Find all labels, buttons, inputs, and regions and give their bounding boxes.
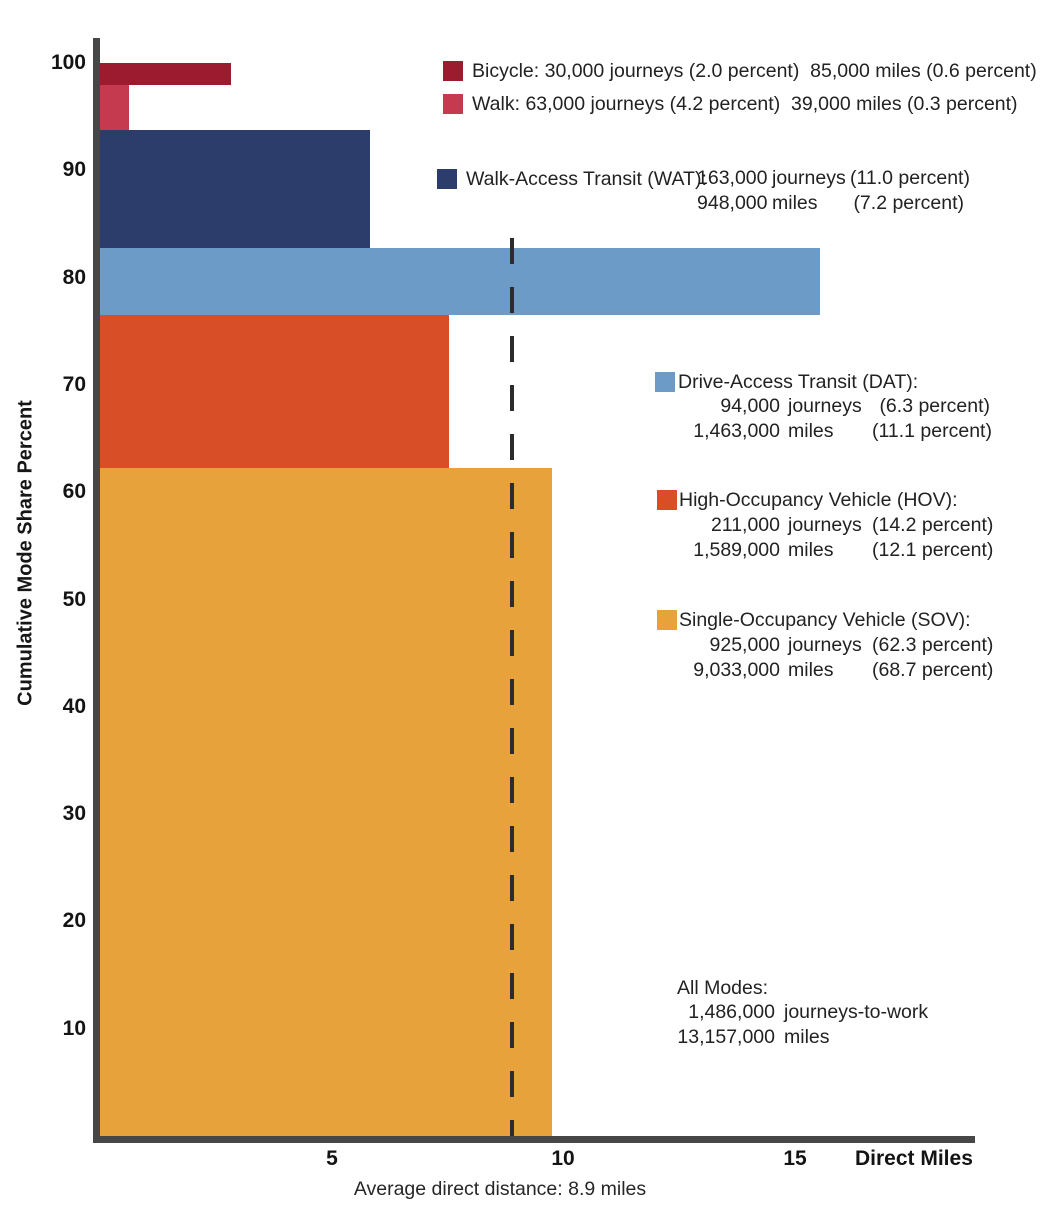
sov-miles-unit: miles: [788, 659, 834, 681]
wat-miles-count: 948,000: [697, 192, 768, 214]
y-tick-70: 70: [62, 373, 86, 396]
legend-wat-title: Walk-Access Transit (WAT):: [466, 168, 707, 190]
dat-journeys-unit: journeys: [788, 395, 862, 417]
bar-sov: [100, 468, 552, 1137]
bar-hov: [100, 315, 449, 467]
legend-hov-title: High-Occupancy Vehicle (HOV):: [679, 489, 958, 511]
legend-hov-journeys-line: [672, 513, 994, 538]
x-tick-15: 15: [783, 1147, 807, 1170]
all-modes-journeys-unit: journeys-to-work: [784, 1001, 929, 1023]
wat-journeys-count: 163,000: [697, 167, 768, 189]
legend-sov-journeys-line: [672, 633, 994, 658]
y-tick-20: 20: [62, 909, 86, 932]
y-tick-40: 40: [62, 695, 86, 718]
y-tick-60: 60: [62, 480, 86, 503]
legend-wat-journeys-line: [697, 166, 970, 191]
x-axis-line: [93, 1136, 975, 1143]
sov-journeys-unit: journeys: [788, 634, 862, 656]
all-modes-journeys-line: [677, 1000, 928, 1025]
dat-swatch-icon: [655, 372, 675, 392]
sov-journeys-pct: (62.3 percent): [872, 634, 994, 656]
legend-walk-text: Walk: 63,000 journeys (4.2 percent) 39,000 miles (0.3 percent): [472, 93, 1018, 115]
average-distance-dash-line: [510, 238, 514, 1136]
wat-journeys-unit: journeys: [772, 167, 846, 189]
wat-miles-unit: miles: [772, 192, 818, 214]
hov-journeys-unit: journeys: [788, 514, 862, 536]
legend-bicycle-text: Bicycle: 30,000 journeys (2.0 percent) 85,000 miles (0.6 percent): [472, 60, 1037, 82]
all-modes-miles-unit: miles: [784, 1026, 830, 1048]
bar-walk: [100, 85, 129, 130]
hov-journeys-pct: (14.2 percent): [872, 514, 994, 536]
dat-miles-count: 1,463,000: [693, 420, 780, 442]
legend-dat-values: [672, 394, 990, 444]
hov-miles-count: 1,589,000: [693, 539, 780, 561]
legend-sov-values: [672, 633, 994, 683]
y-tick-30: 30: [62, 802, 86, 825]
all-modes-journeys-count: 1,486,000: [688, 1001, 775, 1023]
hov-miles-pct: (12.1 percent): [872, 539, 994, 561]
bicycle-swatch-icon: [443, 61, 463, 81]
walk-swatch-icon: [443, 94, 463, 114]
wat-miles-pct: (7.2 percent): [853, 192, 964, 214]
dat-miles-unit: miles: [788, 420, 834, 442]
bar-bicycle: [100, 63, 231, 85]
wat-swatch-icon: [437, 169, 457, 189]
legend-dat-miles-line: [672, 419, 990, 444]
all-modes-miles-line: [677, 1025, 928, 1050]
y-tick-10: 10: [62, 1017, 86, 1040]
all-modes-values: [677, 1000, 928, 1050]
legend-dat-journeys-line: [672, 394, 990, 419]
y-tick-80: 80: [62, 266, 86, 289]
sov-miles-count: 9,033,000: [693, 659, 780, 681]
sov-journeys-count: 925,000: [709, 634, 780, 656]
legend-hov-values: [672, 513, 994, 563]
bar-dat: [100, 248, 820, 316]
sov-swatch-icon: [657, 610, 677, 630]
hov-journeys-count: 211,000: [710, 514, 780, 536]
legend-sov-title: Single-Occupancy Vehicle (SOV):: [679, 609, 971, 631]
legend-wat-values: [697, 166, 970, 216]
y-axis-line: [93, 38, 100, 1143]
y-axis-title: Cumulative Mode Share Percent: [14, 400, 37, 706]
x-axis-unit-label: Direct Miles: [855, 1147, 973, 1170]
bar-wat: [100, 130, 370, 248]
hov-swatch-icon: [657, 490, 677, 510]
x-tick-5: 5: [326, 1147, 338, 1170]
legend-wat-miles-line: [697, 191, 964, 216]
all-modes-title: All Modes:: [677, 977, 769, 999]
sov-miles-pct: (68.7 percent): [872, 659, 994, 681]
y-tick-100: 100: [50, 51, 86, 74]
dat-miles-pct: (11.1 percent): [872, 420, 992, 442]
y-tick-90: 90: [62, 158, 86, 181]
dat-journeys-count: 94,000: [720, 395, 780, 417]
hov-miles-unit: miles: [788, 539, 834, 561]
wat-journeys-pct: (11.0 percent): [850, 167, 970, 189]
x-tick-10: 10: [551, 1147, 575, 1170]
dat-journeys-pct: (6.3 percent): [879, 395, 990, 417]
average-distance-caption: Average direct distance: 8.9 miles: [353, 1178, 647, 1200]
y-tick-50: 50: [62, 588, 86, 611]
legend-sov-miles-line: [672, 658, 994, 683]
legend-hov-miles-line: [672, 538, 994, 563]
legend-dat-title: Drive-Access Transit (DAT):: [678, 371, 919, 393]
all-modes-miles-count: 13,157,000: [677, 1026, 775, 1048]
